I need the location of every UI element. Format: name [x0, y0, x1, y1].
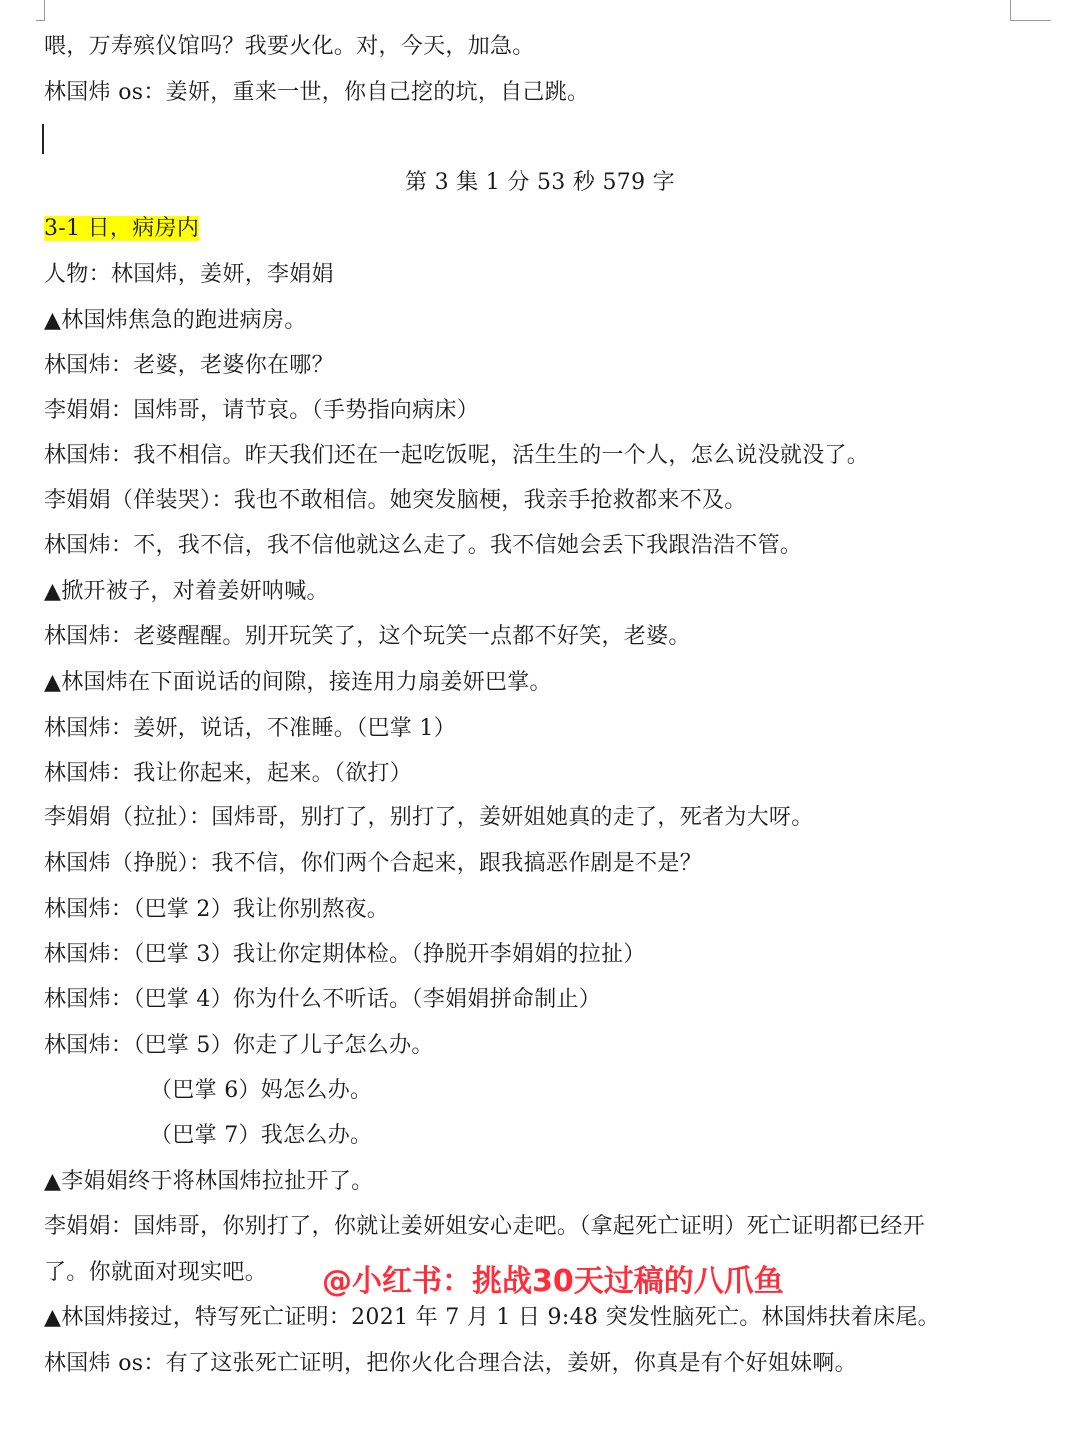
- action-line: ▲林国炜焦急的跑进病房。: [44, 308, 307, 333]
- dialogue-line: 林国炜：我让你起来，起来。（欲打）: [44, 761, 413, 786]
- dialogue-line: 林国炜：老婆，老婆你在哪？: [44, 353, 334, 378]
- dialogue-line: 林国炜（挣脱）：我不信，你们两个合起来，跟我搞恶作剧是不是？: [44, 851, 703, 876]
- page-corner-mark-right: [1010, 0, 1051, 21]
- page-corner-mark-left: [36, 0, 45, 21]
- dialogue-line: 林国炜：（巴掌 2）我让你别熬夜。: [44, 897, 390, 922]
- dialogue-line: 林国炜 os：有了这张死亡证明，把你火化合理合法，姜妍，你真是有个好姐妹啊。: [44, 1351, 857, 1376]
- characters-line: 人物：林国炜，姜妍，李娟娟: [44, 262, 334, 287]
- script-line: 林国炜 os：姜妍，重来一世，你自己挖的坑，自己跳。: [44, 80, 590, 105]
- script-line: 喂，万寿殡仪馆吗？我要火化。对，今天，加急。: [44, 34, 535, 59]
- dialogue-line-indented: （巴掌 6）妈怎么办。: [150, 1078, 373, 1103]
- action-line: ▲林国炜接过，特写死亡证明：2021 年 7 月 1 日 9:48 突发性脑死亡。林国炜扶着床尾。: [44, 1305, 940, 1330]
- dialogue-line: 李娟娟：国炜哥，请节哀。（手势指向病床）: [44, 398, 480, 423]
- dialogue-line-indented: （巴掌 7）我怎么办。: [150, 1123, 373, 1148]
- action-line: ▲掀开被子，对着姜妍呐喊。: [44, 579, 329, 604]
- watermark-text: @小红书：挑战30天过稿的八爪鱼: [322, 1264, 784, 1299]
- dialogue-line: 林国炜：（巴掌 3）我让你定期体检。（挣脱开李娟娟的拉扯）: [44, 942, 646, 967]
- action-line: ▲林国炜在下面说话的间隙，接连用力扇姜妍巴掌。: [44, 670, 552, 695]
- dialogue-line: 了。你就面对现实吧。: [44, 1260, 268, 1285]
- dialogue-line: 林国炜：不，我不信，我不信他就这么走了。我不信她会丢下我跟浩浩不管。: [44, 533, 803, 558]
- dialogue-line: 林国炜：姜妍，说话，不准睡。（巴掌 1）: [44, 716, 456, 741]
- action-line: ▲李娟娟终于将林国炜拉扯开了。: [44, 1169, 374, 1194]
- scene-heading-highlight: 3-1 日，病房内: [44, 216, 200, 241]
- scene-heading: [44, 214, 199, 244]
- dialogue-line: 李娟娟（拉扯）：国炜哥，别打了，别打了，姜妍姐她真的走了，死者为大呀。: [44, 805, 814, 830]
- dialogue-line: 林国炜：（巴掌 5）你走了儿子怎么办。: [44, 1033, 434, 1058]
- dialogue-line: 李娟娟（佯装哭）：我也不敢相信。她突发脑梗，我亲手抢救都来不及。: [44, 488, 747, 513]
- dialogue-line: 林国炜：老婆醒醒。别开玩笑了，这个玩笑一点都不好笑，老婆。: [44, 624, 691, 649]
- text-cursor: [42, 124, 44, 154]
- dialogue-line: 李娟娟：国炜哥，你别打了，你就让姜妍姐安心走吧。（拿起死亡证明）死亡证明都已经开: [44, 1214, 926, 1239]
- episode-heading: 第 3 集 1 分 53 秒 579 字: [405, 170, 675, 195]
- dialogue-line: 林国炜：我不相信。昨天我们还在一起吃饭呢，活生生的一个人，怎么说没就没了。: [44, 443, 870, 468]
- dialogue-line: 林国炜：（巴掌 4）你为什么不听话。（李娟娟拼命制止）: [44, 987, 602, 1012]
